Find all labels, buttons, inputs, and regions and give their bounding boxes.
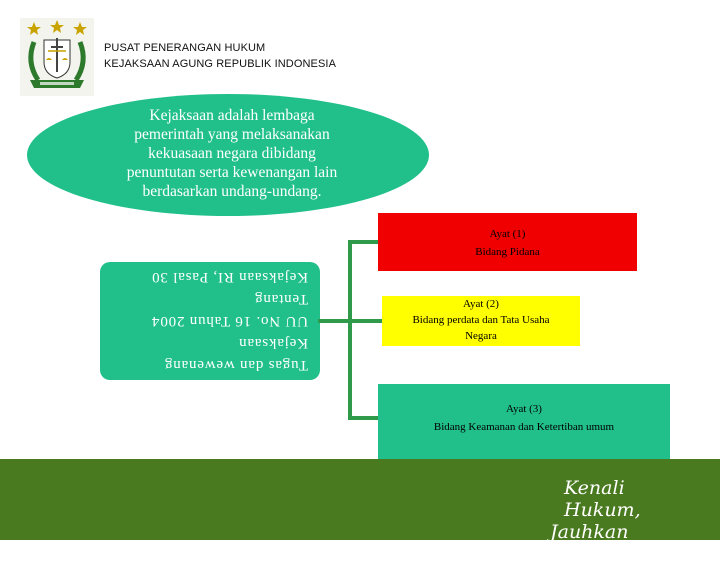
definition-line: Kejaksaan adalah lembaga (149, 107, 315, 124)
branch-bidang-label: Bidang perdata dan Tata Usaha Negara (412, 314, 550, 342)
branch-ayat-label: Ayat (2) (463, 298, 499, 310)
branch-bidang-label: Bidang Pidana (475, 246, 540, 258)
law-line: Tugas dan wewenang Kejaksaan (164, 335, 308, 373)
definition-line: kekuasaan negara dibidang (148, 145, 316, 162)
definition-line: penuntutan serta kewenangan lain (126, 164, 338, 181)
branch-box-perdata (382, 296, 580, 346)
law-line: UU No. 16 Tahun 2004 Tentang (151, 291, 308, 329)
branch-ayat-label: Ayat (3) (506, 403, 542, 415)
branch-box-pidana (378, 213, 637, 271)
header-institution-name: KEJAKSAAN AGUNG REPUBLIK INDONESIA (104, 58, 337, 70)
header-org-name: PUSAT PENERANGAN HUKUM (104, 42, 266, 54)
branch-box-keamanan (378, 384, 670, 459)
branch-bidang-label: Bidang Keamanan dan Ketertiban umum (433, 421, 615, 433)
slogan-line: Jauhkan Hukuman (550, 521, 645, 565)
definition-line: berdasarkan undang-undang. (142, 183, 322, 200)
law-line: Kejaksaan RI, Pasal 30 (151, 269, 308, 285)
branch-ayat-label: Ayat (1) (489, 228, 526, 240)
footer-slogan (550, 477, 700, 565)
definition-line: pemerintah yang melaksanakan (134, 126, 330, 143)
slogan-line: Kenali Hukum, (564, 477, 641, 521)
